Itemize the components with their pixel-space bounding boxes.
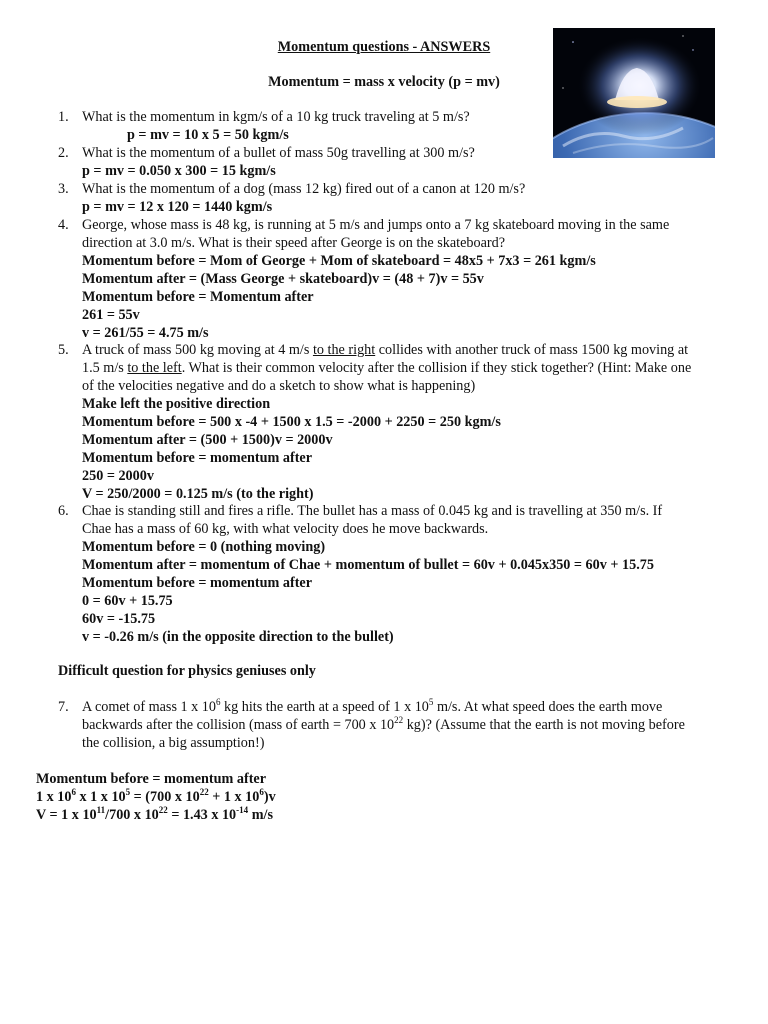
question-number: 5. (58, 342, 69, 358)
exponent: 6 (215, 697, 221, 707)
exponent: 6 (259, 787, 264, 797)
exponent: 5 (125, 787, 131, 797)
final-answer (36, 770, 276, 824)
page-title: Momentum questions - ANSWERS (277, 39, 491, 55)
question-number: 1. (58, 109, 69, 125)
comet-impact-earth-image (553, 28, 715, 158)
exponent: 22 (158, 805, 168, 815)
question-text-part: kg hits the earth at a speed of 1 x 10 (220, 699, 429, 715)
answer-line: Momentum before = 0 (nothing moving) (82, 539, 326, 555)
question-text-part: kg)? (Assume that the earth is not moving before (403, 717, 685, 733)
exponent: 22 (394, 715, 404, 725)
answer-line: v = 261/55 = 4.75 m/s (82, 325, 209, 341)
underlined-direction: to the right (312, 342, 376, 358)
exponent: -14 (236, 805, 249, 815)
question-text (82, 716, 732, 734)
answer-part: m/s (248, 807, 273, 823)
answer-line: Momentum before = Mom of George + Mom of skateboard = 48x5 + 7x3 = 261 kgm/s (82, 253, 596, 269)
answer-part: = (700 x 10 (130, 789, 200, 805)
answer-line: Make left the positive direction (82, 396, 271, 412)
answer-line: 0 = 60v + 15.75 (82, 593, 173, 609)
underlined-direction: to the left (127, 360, 182, 376)
question-number: 3. (58, 181, 69, 197)
question-number: 6. (58, 503, 69, 519)
question-text-part: backwards after the collision (mass of earth = 700 x 10 (82, 717, 395, 733)
answer-line: 60v = -15.75 (82, 611, 156, 627)
question-text (82, 341, 732, 359)
answer-line: p = mv = 0.050 x 300 = 15 kgm/s (82, 163, 276, 179)
exponent: 6 (71, 787, 76, 797)
question-text-part: 1.5 m/s (82, 360, 128, 376)
answer-line: Momentum before = Momentum after (82, 289, 314, 305)
question-text: Chae has a mass of 60 kg, with what velocity does he move backwards. (82, 521, 489, 537)
answer-line: p = mv = 10 x 5 = 50 kgm/s (127, 127, 289, 143)
answer-part: 1 x 10 (36, 789, 72, 805)
answer-line: Momentum before = momentum after (36, 771, 267, 787)
question-text (82, 698, 732, 716)
answer-line: V = 250/2000 = 0.125 m/s (to the right) (82, 486, 314, 502)
answer-line: Momentum after = (500 + 1500)v = 2000v (82, 432, 333, 448)
question-number: 7. (58, 699, 69, 715)
answer-line (36, 806, 276, 824)
question-text-part: m/s. At what speed does the earth move (433, 699, 663, 715)
question-text: What is the momentum in kgm/s of a 10 kg truck traveling at 5 m/s? (82, 109, 470, 125)
difficult-note: Difficult question for physics geniuses only (58, 663, 316, 679)
exponent: 22 (199, 787, 209, 797)
answer-line: Momentum before = 500 x -4 + 1500 x 1.5 = -2000 + 2250 = 250 kgm/s (82, 414, 501, 430)
question-text: Chae is standing still and fires a rifle. The bullet has a mass of 0.045 kg and is travelling at 350 m/s. If (82, 503, 663, 519)
answer-line: Momentum after = (Mass George + skateboard)v = (48 + 7)v = 55v (82, 271, 484, 287)
question-text (82, 359, 732, 377)
question-text: What is the momentum of a bullet of mass 50g travelling at 300 m/s? (82, 145, 475, 161)
question-text-part: A comet of mass 1 x 10 (82, 699, 216, 715)
answer-part: = 1.43 x 10 (167, 807, 237, 823)
answer-line: 261 = 55v (82, 307, 140, 323)
answer-part: + 1 x 10 (208, 789, 260, 805)
question-text: the collision, a big assumption!) (82, 735, 265, 751)
answer-line: Momentum before = momentum after (82, 575, 313, 591)
question-number: 4. (58, 217, 69, 233)
answer-line: Momentum before = momentum after (82, 450, 313, 466)
answer-line: 250 = 2000v (82, 468, 154, 484)
question-number: 2. (58, 145, 69, 161)
exponent: 5 (428, 697, 434, 707)
question-text: What is the momentum of a dog (mass 12 kg) fired out of a canon at 120 m/s? (82, 181, 526, 197)
question-text: George, whose mass is 48 kg, is running at 5 m/s and jumps onto a 7 kg skateboard moving in the same (82, 217, 670, 233)
answer-line (36, 788, 276, 806)
answer-part: )v (263, 789, 276, 805)
answer-line: Momentum after = momentum of Chae + momentum of bullet = 60v + 0.045x350 = 60v + 15.75 (82, 557, 654, 573)
exponent: 11 (96, 805, 106, 815)
answer-part: /700 x 10 (105, 807, 159, 823)
question-text-part: A truck of mass 500 kg moving at 4 m/s (82, 342, 313, 358)
answer-line: p = mv = 12 x 120 = 1440 kgm/s (82, 199, 273, 215)
answer-line: v = -0.26 m/s (in the opposite direction to the bullet) (82, 629, 394, 645)
momentum-formula: Momentum = mass x velocity (p = mv) (268, 74, 500, 90)
question-text-part: collides with another truck of mass 1500 kg moving at (375, 342, 689, 358)
question-text: direction at 3.0 m/s. What is their speed after George is on the skateboard? (82, 235, 505, 251)
question-text: of the velocities negative and do a sketch to show what is happening) (82, 378, 476, 394)
answer-part: x 1 x 10 (75, 789, 126, 805)
answer-part: V = 1 x 10 (36, 807, 97, 823)
question-text-part: . What is their common velocity after the collision if they stick together? (Hint: Make one (181, 360, 692, 376)
